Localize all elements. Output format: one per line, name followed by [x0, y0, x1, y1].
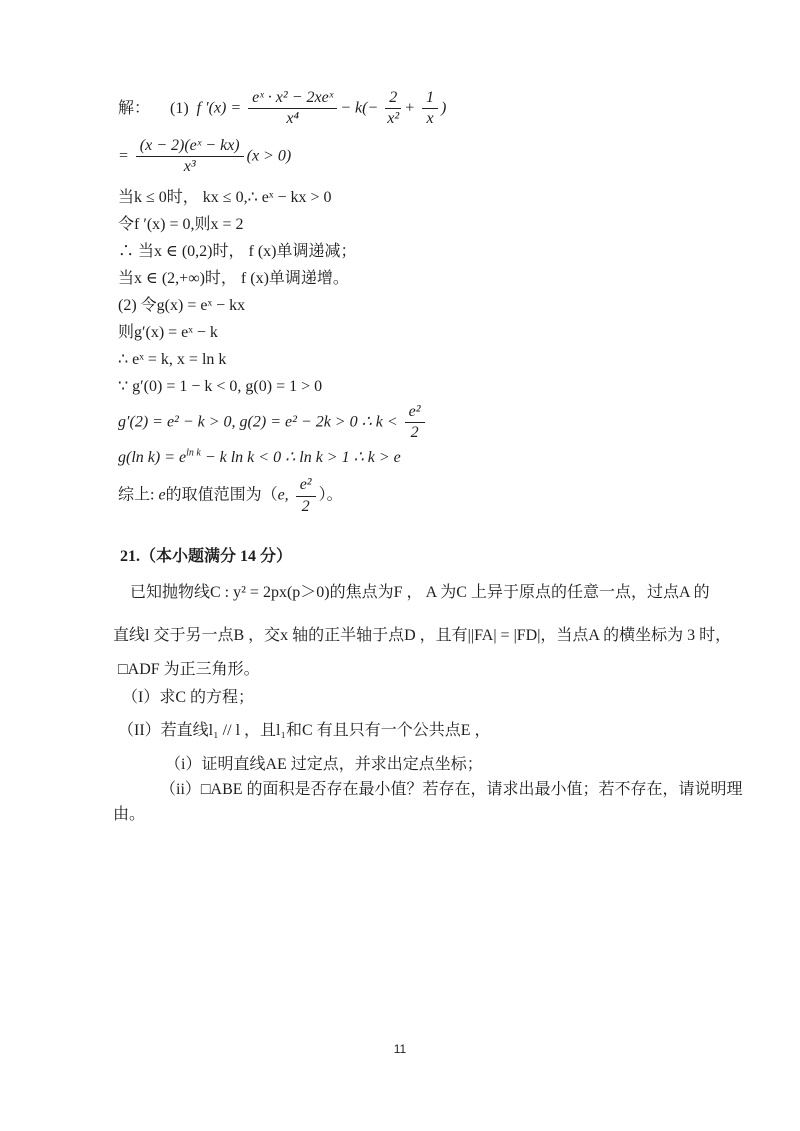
- fraction-numerator: eˣ · x² − 2xeˣ: [248, 89, 337, 109]
- equation-tail: − k ln k < 0 ∴ ln k > 1 ∴ k > e: [204, 449, 401, 467]
- fraction: [405, 403, 425, 443]
- fraction-numerator: 2: [385, 89, 401, 109]
- fraction: [248, 89, 337, 129]
- fraction: [385, 89, 401, 129]
- fraction-denominator: 2: [410, 423, 419, 441]
- problem-21-subitem-ii-continued: 由。: [113, 806, 146, 824]
- fraction-numerator: 1: [422, 89, 438, 109]
- fraction: [422, 89, 438, 129]
- problem-21-body-line-1: 已知抛物线C : y² = 2px(p＞0)的焦点为F ， A 为C 上异于原点的任意一点，过点A 的: [130, 584, 710, 602]
- solution-line-2: [118, 134, 718, 181]
- fraction-denominator: x: [426, 110, 434, 128]
- fraction-denominator: x²: [387, 110, 400, 128]
- equals-sign: =: [118, 147, 129, 165]
- conclusion-suffix: ）。: [318, 486, 343, 504]
- solution-line-6: 当x ∈ (2,+∞)时， f (x)单调递增。: [118, 269, 349, 287]
- equation-lhs: f ′(x) =: [196, 99, 242, 117]
- closing-paren: ): [441, 99, 447, 117]
- solution-line-1: [118, 86, 718, 133]
- fraction-numerator: e²: [405, 403, 425, 423]
- solution-line-3: 当k ≤ 0时， kx ≤ 0,∴ eˣ − kx > 0: [118, 188, 332, 206]
- solution-line-11: [118, 401, 718, 445]
- equation-middle: − k(−: [340, 99, 379, 117]
- fraction-denominator: x³: [183, 158, 196, 176]
- problem-21-body-line-2: 直线l 交于另一点B ，交x 轴的正半轴于点D ，且有||FA| = |FD|，当点A 的横坐标为 3 时，: [113, 627, 732, 645]
- solution-line-7: (2) 令g(x) = eˣ − kx: [118, 296, 246, 314]
- fraction-numerator: e²: [296, 476, 316, 496]
- fraction: [136, 137, 244, 177]
- problem-21-subitem-i: （i）证明直线AE 过定点，并求出定点坐标；: [165, 756, 483, 774]
- equation-body: g′(2) = e² − k > 0, g(2) = e² − 2k > 0 ∴ k <: [118, 413, 398, 431]
- step-number: (1): [170, 99, 189, 117]
- problem-21-block: [113, 544, 743, 827]
- problem-21-heading: 21.（本小题满分 14 分）: [120, 548, 293, 566]
- interval-lower: e,: [277, 486, 289, 504]
- solution-label: 解：: [118, 99, 151, 117]
- domain-condition: (x > 0): [246, 147, 292, 165]
- fraction-numerator: (x − 2)(eˣ − kx): [136, 137, 244, 157]
- equation-body: g(ln k) = e: [118, 449, 187, 467]
- problem-21-body-line-3: □ADF 为正三角形。: [118, 661, 260, 679]
- problem-21-item-II: （II）若直线l₁ // l ，且l₁和C 有且只有一个公共点E ，: [118, 722, 491, 740]
- fraction: [296, 476, 316, 516]
- variable-e: e: [158, 486, 166, 504]
- page-number: 11: [393, 1042, 407, 1056]
- fraction-denominator: x⁴: [286, 110, 300, 128]
- page-content: [113, 86, 743, 828]
- solution-line-8: 则g′(x) = eˣ − k: [118, 323, 218, 341]
- solution-line-9: ∴ eˣ = k, x = ln k: [118, 350, 227, 368]
- conclusion-text: 的取值范围为（: [165, 486, 278, 504]
- solution-line-4: 令f ′(x) = 0,则x = 2: [118, 215, 244, 233]
- solution-line-10: ∵ g′(0) = 1 − k < 0, g(0) = 1 > 0: [118, 377, 323, 395]
- solution-line-13: [118, 472, 718, 520]
- solution-line-12: [118, 445, 718, 471]
- solution-line-5: ∴ 当x ∈ (0,2)时， f (x)单调递减；: [118, 242, 357, 260]
- problem-21-subitem-ii: （ii）□ABE 的面积是否存在最小值？若存在，请求出最小值；若不存在，请说明理: [160, 781, 743, 799]
- superscript-exponent: ln k: [186, 448, 201, 460]
- solution-block: [118, 86, 718, 520]
- plus-sign: +: [404, 99, 416, 117]
- fraction-denominator: 2: [301, 497, 310, 515]
- conclusion-prefix: 综上:: [118, 486, 159, 504]
- problem-21-item-I: （I）求C 的方程；: [122, 689, 255, 707]
